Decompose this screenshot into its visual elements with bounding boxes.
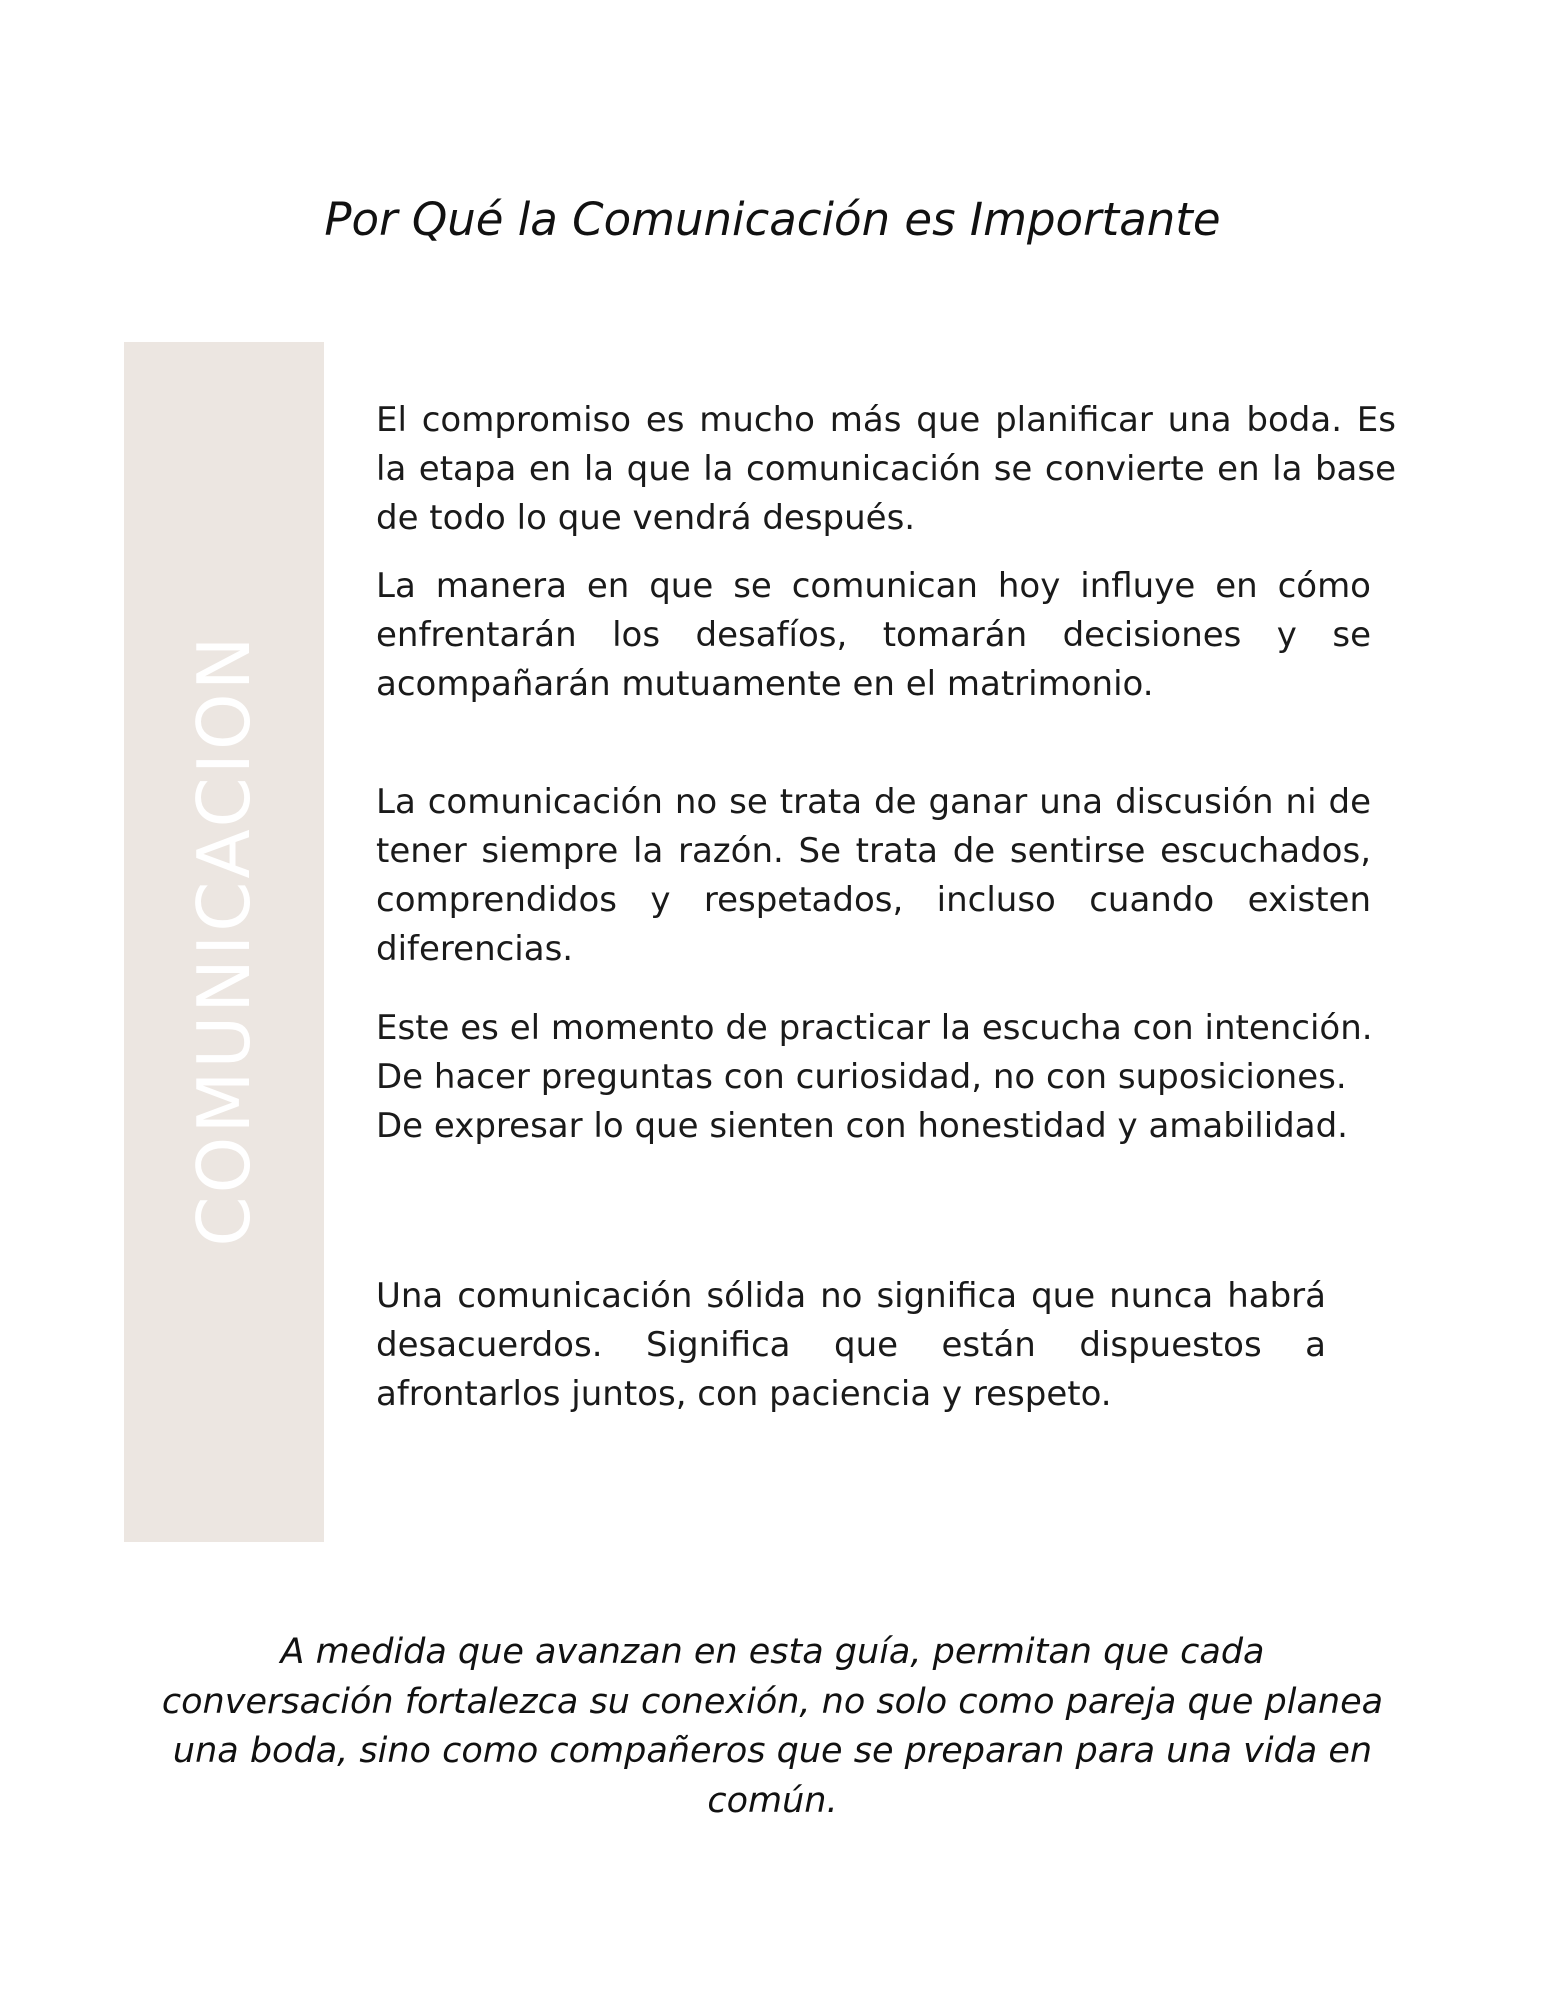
paragraph-solid-communication: Una comunicación sólida no significa que nunca habrá desacuerdos. Significa que están dispuestos a afrontarlos juntos, con paciencia y respeto. xyxy=(376,1276,1326,1414)
page-title: Por Qué la Comunicación es Importante xyxy=(324,193,1221,246)
closing-note: A medida que avanzan en esta guía, permitan que cada conversación fortalezca su conexión, no solo como pareja que planea una boda, sino como compañeros que se preparan para una vida en común. xyxy=(161,1632,1384,1821)
practice-line-express: De expresar lo que sienten con honestidad y amabilidad. xyxy=(376,1106,1348,1146)
side-band-label: COMUNICACION xyxy=(182,633,266,1247)
paragraph-influence: La manera en que se comunican hoy influye en cómo enfrentarán los desafíos, tomarán decisiones y se acompañarán mutuamente en el matrimonio. xyxy=(376,566,1371,704)
paragraph-practice xyxy=(376,1004,1436,1151)
practice-line-questions: De hacer preguntas con curiosidad, no con suposiciones. xyxy=(376,1057,1347,1097)
practice-line-listen: Este es el momento de practicar la escucha con intención. xyxy=(376,1008,1373,1048)
paragraph-purpose: La comunicación no se trata de ganar una discusión ni de tener siempre la razón. Se trata de sentirse escuchados, comprendidos y respetados, incluso cuando existen diferencias. xyxy=(376,782,1371,969)
paragraph-intro: El compromiso es mucho más que planificar una boda. Es la etapa en la que la comunicación se convierte en la base de todo lo que vendrá después. xyxy=(376,400,1396,538)
